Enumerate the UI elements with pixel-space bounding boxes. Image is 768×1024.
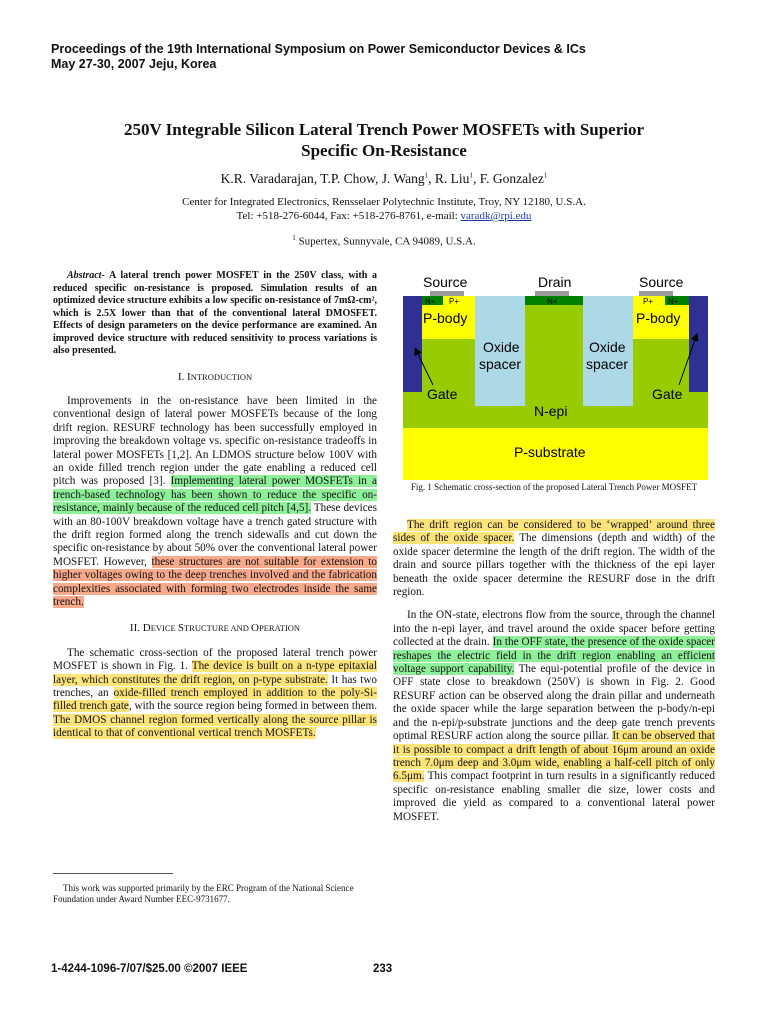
highlight-yellow: It can be observed that it is possible to compact a drift length of about 16μm around an oxide trench 7.0μm deep and 3.0μm wide, enabling a half-cell pitch of only 6.5μm. (393, 730, 715, 783)
oxide-right-label-2: spacer (586, 356, 629, 372)
contact-info: Tel: +518-276-6044, Fax: +518-276-8761, e-mail: (236, 210, 461, 222)
author-affil-mark-3: 1 (543, 171, 548, 180)
drain-label: Drain (538, 274, 572, 290)
on-state-text-3: This compact footprint in turn results in a significantly reduced specific on-resistance enabling smaller die size, lower costs and improved die yield as compared to a conventional lateral power MOSFET. (393, 770, 715, 823)
section-initial: S (177, 622, 184, 635)
section-smallcaps: PERATION (258, 623, 301, 634)
gate-left (403, 296, 422, 392)
highlight-orange: these structures are not suitable for extension to higher voltages owing to the deep trenches involved and the fabrication complexities associated with forming two electrodes inside the same trench. (53, 555, 377, 608)
on-state-text-1: In the ON-state, electrons flow from the source, through the channel into the n-epi layer, and travel around the oxide spacer before getting collected at the drain. (393, 609, 715, 649)
section-number: II. (129, 622, 143, 635)
source-right-label: Source (639, 274, 684, 290)
cross-section-diagram (403, 272, 708, 484)
gate-right-label: Gate (652, 386, 683, 402)
intro-text-1: Improvements in the on-resistance have been limited in the conventional design of lateral power MOSFETs because of the long drift region. RESURF technology has been successfully employed in improving the breakdown voltage vs. specific on-resistance tradeoffs in lateral power MOSFETs [1,2]. An LDMOS structure below 100V with an oxide filled trench region under the gate enabling a reduced cell pitch was proposed [3]. (53, 394, 377, 488)
n-plus-drain-label: N+ (547, 297, 558, 306)
page-number: 233 (373, 963, 393, 975)
figure-1-cross-section (403, 272, 708, 484)
section-smallcaps: NTRODUCTION (190, 371, 253, 382)
author-affil-mark-2: 1 (469, 171, 473, 180)
section-initial: O (251, 622, 259, 635)
author-list (60, 171, 708, 187)
section-initial: D (142, 622, 151, 635)
n-plus-right-label: N+ (668, 297, 679, 306)
title-line-2: Specific On-Resistance (301, 141, 467, 160)
section-smallcaps: TRUCTURE AND (183, 623, 252, 634)
proceedings-line-1: Proceedings of the 19th International Symposium on Power Semiconductor Devices & ICs (51, 42, 586, 56)
abstract (53, 270, 377, 358)
drift-region-paragraph (393, 519, 715, 599)
highlight-green: Implementing lateral power MOSFETs in a trench-based technology has been shown to reduce the specific on-resistance, mainly because of the reduced cell pitch [4,5]. (53, 475, 378, 515)
section-smallcaps: EVICE (150, 623, 178, 634)
section-heading-introduction (53, 371, 377, 384)
p-body-left-label: P-body (423, 310, 468, 326)
paper-title (60, 119, 708, 161)
affiliation-secondary-text: Supertex, Sunnyvale, CA 94089, U.S.A. (295, 235, 476, 248)
section-number: I. (177, 370, 188, 383)
left-column (53, 270, 377, 741)
on-state-paragraph (393, 609, 715, 824)
highlight-yellow: The device is built on a n-type epitaxial layer, which constitutes the drift region, on p-type substrate. (53, 660, 377, 686)
n-plus-left-label: N+ (425, 297, 436, 306)
intro-paragraph (53, 395, 377, 610)
proceedings-line-2: May 27-30, 2007 Jeju, Korea (51, 57, 217, 71)
oxide-left-label-2: spacer (479, 356, 522, 372)
isbn-copyright: 1-4244-1096-7/07/$25.00 ©2007 IEEE (51, 963, 248, 975)
p-plus-left-label: P+ (449, 297, 460, 306)
source-left-label: Source (423, 274, 468, 290)
oxide-left-label-1: Oxide (483, 339, 520, 355)
email-link[interactable]: varadk@rpi.edu (460, 210, 532, 222)
p-plus-right-label: P+ (643, 297, 654, 306)
highlight-yellow: The DMOS channel region formed vertically along the source pillar is identical to that of conventional vertical trench MOSFETs. (53, 713, 377, 740)
author-part-3: , F. Gonzalez (472, 171, 544, 186)
device-text-3: , with the source region being formed in between them. (128, 700, 377, 713)
p-substrate-label: P-substrate (514, 444, 586, 460)
device-text-1: The schematic cross-section of the proposed lateral trench power MOSFET is shown in Fig. 1. (53, 646, 377, 673)
figure-1-caption: Fig. 1 Schematic cross-section of the proposed Lateral Trench Power MOSFET (410, 482, 698, 492)
affiliation-secondary-mark: 1 (292, 234, 296, 242)
author-affil-mark-1: 1 (424, 171, 429, 180)
drift-region-text: The dimensions (depth and width) of the oxide spacer determine the length of the drift region. The width of the drain and source pillars together with the thickness of the epi layer beneath the oxide spacer determine the RESURF dose in the drift region. (393, 532, 715, 599)
highlight-green: In the OFF state, the presence of the oxide spacer reshapes the electric field in the drift region enabling an efficient voltage support capability. (393, 636, 715, 676)
proceedings-header (51, 42, 586, 72)
gate-left-label: Gate (427, 386, 458, 402)
abstract-label: Abstract- (67, 270, 105, 281)
on-state-text-2: The equi-potential profile of the device in OFF state close to breakdown (250V) is shown in Fig. 2. Good RESURF action can be observed along the drain pillar and underneath the oxide spacer while the large separation between the p-body/n-epi and the n-epi/p-substrate junctions and the deep gate trench prevents optimal RESURF action along the source pillar. (393, 663, 715, 743)
highlight-yellow: oxide-filled trench employed in addition to the poly-Si-filled trench gate (53, 687, 377, 713)
title-line-1: 250V Integrable Silicon Lateral Trench Power MOSFETs with Superior (123, 120, 645, 139)
highlight-yellow: The drift region can be considered to be ‘wrapped’ around three sides of the oxide spacer. (393, 519, 715, 545)
section-heading-device (53, 622, 377, 635)
abstract-text: A lateral trench power MOSFET in the 250V class, with a reduced specific on-resistance is proposed. Simulation results of an optimized device structure exhibits a low specific on-resistance of 7mΩ-cm², which is 2.5X lower than that of the conventional lateral DMOSFET. Effects of design parameters on the device performance are examined. An improved device structure with reduced sensitivity to process variations is also presented. (53, 270, 377, 356)
footnote-rule (53, 873, 173, 874)
affiliation-line-1: Center for Integrated Electronics, Rensselaer Polytechnic Institute, Troy, NY 12180, U.S.A. (182, 196, 586, 208)
affiliation-secondary (60, 234, 708, 248)
gate-right (689, 296, 708, 392)
device-paragraph (53, 647, 377, 741)
affiliation-line-2 (60, 209, 708, 223)
affiliation (60, 195, 708, 223)
author-part-1: K.R. Varadarajan, T.P. Chow, J. Wang (220, 171, 425, 186)
n-epi-label: N-epi (534, 403, 568, 419)
section-initial: I (187, 370, 191, 383)
author-part-2: , R. Liu (428, 171, 470, 186)
p-body-right-label: P-body (636, 310, 681, 326)
intro-text-2: These devices with an 80-100V breakdown voltage have a trench gated structure with the drift region formed along the trench sidewalls and cut down the specific on-resistance by about 50% over the conventional lateral power MOSFET. However, (53, 502, 377, 568)
right-column (393, 519, 715, 824)
oxide-right-label-1: Oxide (589, 339, 626, 355)
device-text-2: It has two trenches, an (53, 673, 378, 700)
footnote: This work was supported primarily by the ERC Program of the National Science Foundation under Award Number EEC-9731677. (53, 883, 354, 904)
